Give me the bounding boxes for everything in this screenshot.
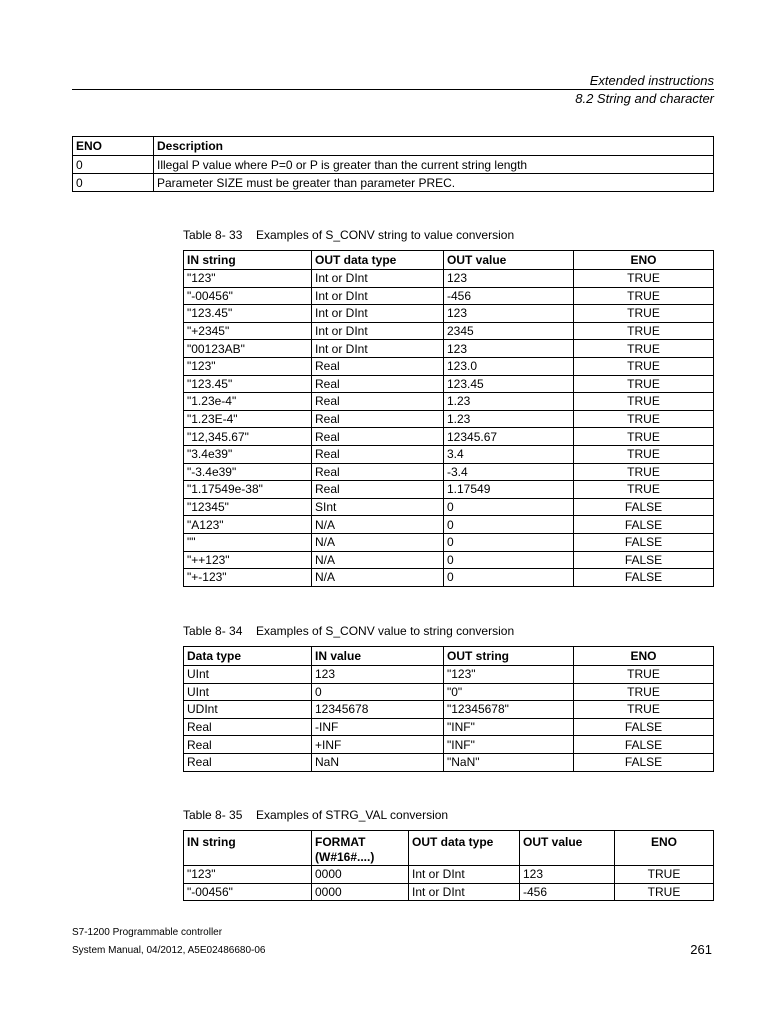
table-cell: Int or DInt [312, 287, 444, 305]
table-cell: N/A [312, 533, 444, 551]
table-cell: "+-123" [184, 569, 312, 587]
table-cell: "-00456" [184, 883, 312, 901]
page-number: 261 [690, 942, 712, 957]
table-cell: TRUE [574, 287, 714, 305]
table-cell: 0 [444, 498, 574, 516]
table-35-title: Examples of STRG_VAL conversion [256, 808, 449, 822]
table-cell: TRUE [574, 481, 714, 499]
table-cell: "123.45" [184, 305, 312, 323]
column-header: IN string [184, 831, 312, 866]
table-34-title: Examples of S_CONV value to string conversion [256, 624, 515, 638]
table-cell: NaN [312, 753, 444, 771]
table-cell: "+2345" [184, 322, 312, 340]
eno-table [72, 136, 714, 192]
table-cell: "12,345.67" [184, 428, 312, 446]
table-cell: UDInt [184, 701, 312, 719]
column-header: OUT data type [409, 831, 520, 866]
table-cell: Real [312, 375, 444, 393]
table-cell: TRUE [574, 445, 714, 463]
column-header: IN value [312, 647, 444, 666]
table-cell: TRUE [574, 463, 714, 481]
table-cell: 0 [444, 533, 574, 551]
table-cell: 12345678 [312, 701, 444, 719]
column-header: OUT value [444, 251, 574, 270]
table-cell: "123" [184, 357, 312, 375]
table-row [73, 174, 714, 192]
table-cell: 12345.67 [444, 428, 574, 446]
table-cell: 123 [444, 270, 574, 288]
table-cell: FALSE [574, 753, 714, 771]
table-33-title: Examples of S_CONV string to value conversion [256, 228, 515, 242]
table-cell: "12345" [184, 498, 312, 516]
table-row [184, 357, 714, 375]
table-row [184, 498, 714, 516]
table-34 [183, 646, 714, 772]
table-cell: "" [184, 533, 312, 551]
table-cell: TRUE [574, 270, 714, 288]
table-cell: "-00456" [184, 287, 312, 305]
table-cell: +INF [312, 736, 444, 754]
table-cell: TRUE [574, 322, 714, 340]
table-cell: TRUE [574, 375, 714, 393]
table-cell: 0 [444, 516, 574, 534]
table-row [184, 551, 714, 569]
table-row [184, 322, 714, 340]
table-33-caption [183, 228, 514, 242]
column-header: OUT data type [312, 251, 444, 270]
table-cell: TRUE [574, 683, 714, 701]
table-cell: "3.4e39" [184, 445, 312, 463]
footer-product: S7-1200 Programmable controller [72, 927, 223, 938]
table-cell: 3.4 [444, 445, 574, 463]
table-cell: FALSE [574, 498, 714, 516]
table-cell: TRUE [574, 701, 714, 719]
table-cell: "123.45" [184, 375, 312, 393]
table-cell: "INF" [444, 718, 574, 736]
table-row [184, 533, 714, 551]
table-cell: 0 [444, 569, 574, 587]
table-cell: -INF [312, 718, 444, 736]
table-cell: TRUE [615, 866, 714, 884]
table-cell: TRUE [574, 340, 714, 358]
table-cell: "12345678" [444, 701, 574, 719]
table-row [184, 340, 714, 358]
table-cell: 0000 [312, 883, 409, 901]
table-cell: Int or DInt [409, 866, 520, 884]
table-row [184, 866, 714, 884]
table-cell: "INF" [444, 736, 574, 754]
table-33-number: Table 8- 33 [183, 228, 243, 242]
table-row [184, 683, 714, 701]
table-cell: Real [312, 463, 444, 481]
table-cell: Illegal P value where P=0 or P is greater than the current string length [154, 156, 714, 174]
table-cell: N/A [312, 551, 444, 569]
chapter-title: Extended instructions [589, 73, 714, 88]
table-cell: "123" [184, 866, 312, 884]
table-cell: 1.23 [444, 410, 574, 428]
table-cell: 0 [312, 683, 444, 701]
section-title: 8.2 String and character [575, 91, 714, 106]
table-cell: "123" [444, 666, 574, 684]
table-cell: TRUE [574, 666, 714, 684]
table-cell: "-3.4e39" [184, 463, 312, 481]
table-35-number: Table 8- 35 [183, 808, 243, 822]
table-row [184, 736, 714, 754]
table-row [184, 481, 714, 499]
table-cell: -3.4 [444, 463, 574, 481]
table-row [73, 156, 714, 174]
table-cell: 123 [444, 340, 574, 358]
table-cell: Real [312, 445, 444, 463]
table-cell: Int or DInt [312, 305, 444, 323]
table-cell: Real [312, 393, 444, 411]
table-row [184, 569, 714, 587]
table-cell: -456 [520, 883, 615, 901]
column-header: IN string [184, 251, 312, 270]
table-cell: Parameter SIZE must be greater than parameter PREC. [154, 174, 714, 192]
table-cell: -456 [444, 287, 574, 305]
table-row [184, 701, 714, 719]
table-cell: Int or DInt [312, 270, 444, 288]
column-header: ENO [615, 831, 714, 866]
table-cell: 0 [73, 156, 154, 174]
column-header: FORMAT (W#16#....) [312, 831, 409, 866]
table-cell: FALSE [574, 736, 714, 754]
table-cell: UInt [184, 666, 312, 684]
table-cell: Int or DInt [409, 883, 520, 901]
table-cell: "00123AB" [184, 340, 312, 358]
column-header: ENO [574, 647, 714, 666]
table-row [184, 375, 714, 393]
table-cell: Real [312, 481, 444, 499]
table-cell: TRUE [574, 393, 714, 411]
table-cell: 123.0 [444, 357, 574, 375]
footer-manual: System Manual, 04/2012, A5E02486680-06 [72, 945, 266, 956]
table-cell: FALSE [574, 718, 714, 736]
table-cell: 0000 [312, 866, 409, 884]
table-cell: Real [312, 410, 444, 428]
header-rule [72, 89, 714, 90]
table-cell: TRUE [574, 428, 714, 446]
table-cell: Real [312, 428, 444, 446]
table-33 [183, 250, 714, 587]
table-cell: UInt [184, 683, 312, 701]
table-cell: "++123" [184, 551, 312, 569]
table-row [184, 463, 714, 481]
table-cell: "1.23e-4" [184, 393, 312, 411]
table-35-caption [183, 808, 448, 822]
table-cell: Real [184, 718, 312, 736]
table-row [184, 270, 714, 288]
table-row [184, 883, 714, 901]
table-row [184, 287, 714, 305]
table-cell: FALSE [574, 533, 714, 551]
table-35 [183, 830, 714, 901]
table-34-number: Table 8- 34 [183, 624, 243, 638]
table-cell: 0 [73, 174, 154, 192]
table-cell: SInt [312, 498, 444, 516]
table-cell: "NaN" [444, 753, 574, 771]
table-cell: 123.45 [444, 375, 574, 393]
table-cell: 123 [312, 666, 444, 684]
table-cell: 123 [520, 866, 615, 884]
table-cell: FALSE [574, 569, 714, 587]
table-cell: "123" [184, 270, 312, 288]
table-row [184, 428, 714, 446]
table-cell: TRUE [574, 357, 714, 375]
column-header: Description [154, 137, 714, 156]
table-cell: Int or DInt [312, 340, 444, 358]
table-cell: Real [184, 753, 312, 771]
table-cell: N/A [312, 569, 444, 587]
column-header: OUT value [520, 831, 615, 866]
table-cell: "1.23E-4" [184, 410, 312, 428]
table-row [184, 753, 714, 771]
column-header: ENO [574, 251, 714, 270]
table-row [184, 393, 714, 411]
table-cell: "1.17549e-38" [184, 481, 312, 499]
table-cell: TRUE [574, 305, 714, 323]
table-cell: N/A [312, 516, 444, 534]
table-row [184, 718, 714, 736]
table-row [184, 410, 714, 428]
column-header: ENO [73, 137, 154, 156]
table-cell: 123 [444, 305, 574, 323]
table-cell: "A123" [184, 516, 312, 534]
table-cell: FALSE [574, 516, 714, 534]
table-cell: "0" [444, 683, 574, 701]
table-cell: 1.17549 [444, 481, 574, 499]
table-cell: TRUE [615, 883, 714, 901]
table-row [184, 516, 714, 534]
table-cell: 1.23 [444, 393, 574, 411]
table-row [184, 666, 714, 684]
table-cell: TRUE [574, 410, 714, 428]
table-row [184, 445, 714, 463]
table-cell: Real [312, 357, 444, 375]
table-34-caption [183, 624, 514, 638]
table-cell: Int or DInt [312, 322, 444, 340]
column-header: OUT string [444, 647, 574, 666]
table-cell: Real [184, 736, 312, 754]
table-row [184, 305, 714, 323]
table-cell: FALSE [574, 551, 714, 569]
table-cell: 0 [444, 551, 574, 569]
column-header: Data type [184, 647, 312, 666]
table-cell: 2345 [444, 322, 574, 340]
